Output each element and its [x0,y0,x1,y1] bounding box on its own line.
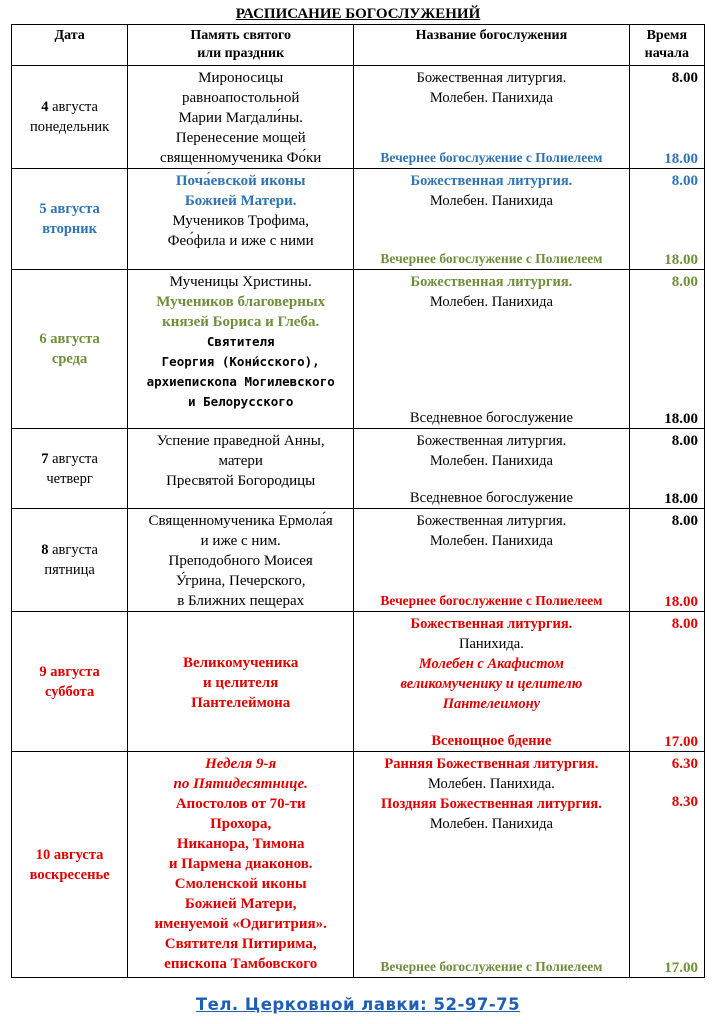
service-cell: Божественная литургия. Молебен. Панихида Вседневное богослужение [354,270,629,429]
time-cell: 8.00 18.00 [629,429,704,509]
service-cell: Божественная литургия. Молебен. Панихида Вечернее богослужение с Полиелеем [354,509,629,612]
memory-cell: Неделя 9-я по Пятидесятнице. Апостолов от 70-ти Прохора, Никанора, Тимона и Пармена диаконов. Смоленской иконы Божией Матери, именуемой «Одигитрия». Святителя Питирима, епископа Тамбовского [128,752,354,978]
time-cell: 8.00 18.00 [629,169,704,270]
time-cell: 8.00 17.00 [629,612,704,752]
time-cell: 8.00 18.00 [629,66,704,169]
time-cell: 8.00 18.00 [629,509,704,612]
header-memory: Память святого или праздник [128,25,354,66]
table-row [12,169,705,270]
date-cell: 8 августа пятница [12,509,128,612]
schedule-table [11,24,705,978]
memory-cell: Мироносицы равноапостольной Марии Магдали́ны. Перенесение мощей священномученика Фо́ки [128,66,354,169]
service-cell: Божественная литургия. Молебен. Панихида Вечернее богослужение с Полиелеем [354,169,629,270]
header-service: Название богослужения [354,25,629,66]
service-cell: Ранняя Божественная литургия. Молебен. Панихида. Поздняя Божественная литургия. Молебен. Панихида Вечернее богослужение с Полиелеем [354,752,629,978]
date-cell: 10 августа воскресенье [12,752,128,978]
table-row [12,270,705,429]
date-cell: 6 августа среда [12,270,128,429]
time-cell: 8.00 18.00 [629,270,704,429]
date-cell: 9 августа суббота [12,612,128,752]
memory-cell: Мученицы Христины. Мучеников благоверных князей Бориса и Глеба. Святителя Георгия (Кони́сского), архиепископа Могилевского и Белорусского [128,270,354,429]
service-cell: Божественная литургия. Молебен. Панихида Вседневное богослужение [354,429,629,509]
table-row [12,612,705,752]
table-header-row [12,25,705,66]
church-shop-phone: Тел. Церковной лавки: 52-97-75 [195,995,521,1014]
date-cell: 7 августа четверг [12,429,128,509]
header-date: Дата [12,25,128,66]
time-cell: 6.30 8.30 17.00 [629,752,704,978]
memory-cell: Священномученика Ермола́я и иже с ним. Преподобного Моисея У́грина, Печерского, в Ближних пещерах [128,509,354,612]
page-title: РАСПИСАНИЕ БОГОСЛУЖЕНИЙ [235,6,481,22]
date-cell: 4 августа понедельник [12,66,128,169]
service-cell: Божественная литургия. Молебен. Панихида Вечернее богослужение с Полиелеем [354,66,629,169]
memory-cell: Великомученика и целителя Пантелеймона [128,612,354,752]
table-row [12,66,705,169]
date-cell: 5 августа вторник [12,169,128,270]
memory-cell: Поча́евской иконы Божией Матери. Мучеников Трофима, Фео́фила и иже с ними [128,169,354,270]
table-row [12,509,705,612]
table-row [12,429,705,509]
service-cell: Божественная литургия. Панихида. Молебен с Акафистом великомученику и целителю Пантелеимону Всенощное бдение [354,612,629,752]
table-row [12,752,705,978]
header-time: Время начала [629,25,704,66]
memory-cell: Успение праведной Анны, матери Пресвятой Богородицы [128,429,354,509]
